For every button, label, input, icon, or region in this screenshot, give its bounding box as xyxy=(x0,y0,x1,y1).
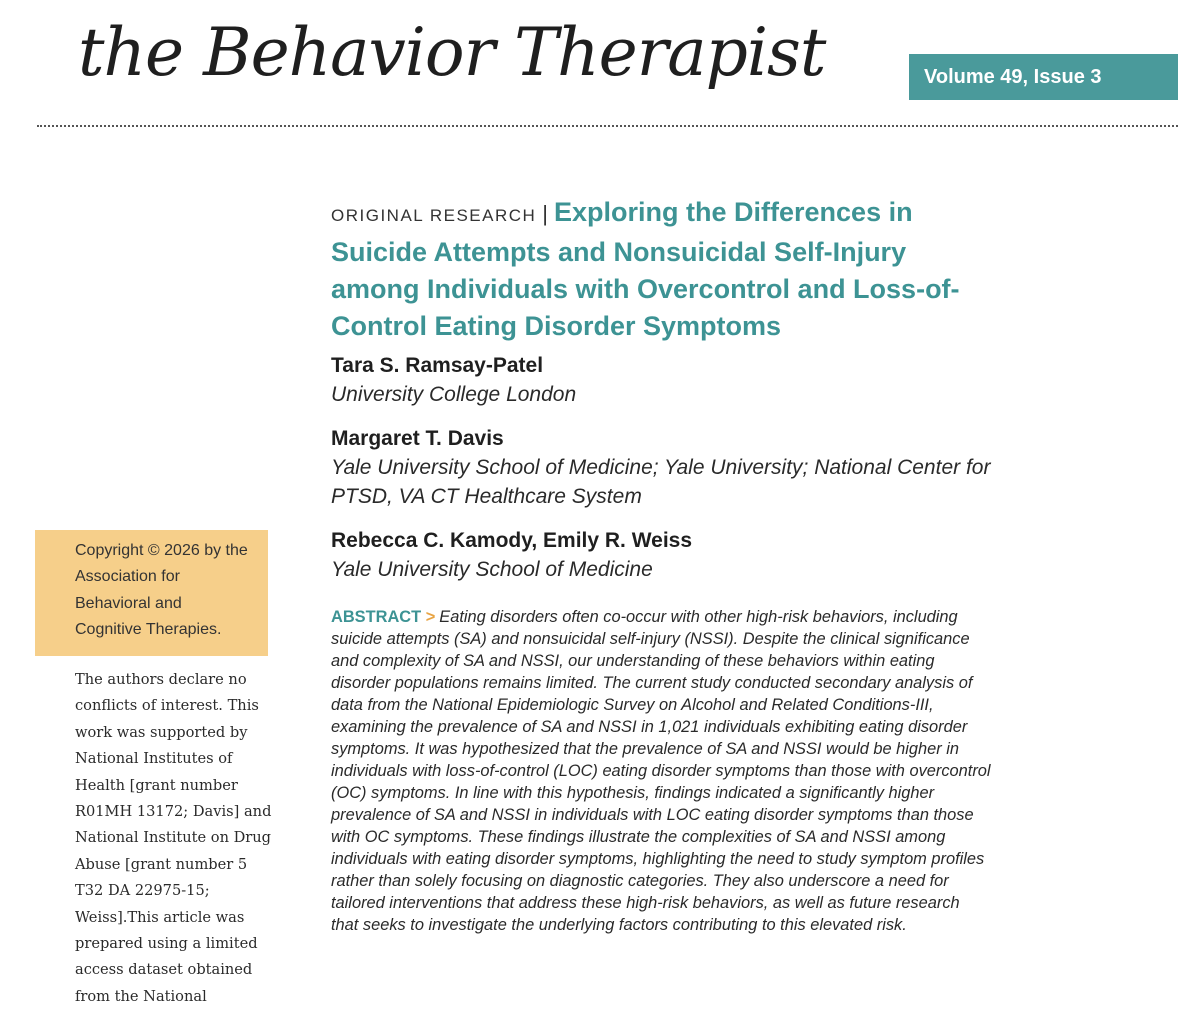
author-affiliation: Yale University School of Medicine xyxy=(331,558,653,581)
abstract-arrow-icon: > xyxy=(425,608,436,626)
abstract xyxy=(331,606,991,936)
journal-masthead: the Behavior Therapist xyxy=(78,14,826,91)
author-name: Margaret T. Davis xyxy=(331,427,504,450)
header-divider xyxy=(37,125,1178,127)
author-affiliation: Yale University School of Medicine; Yale University; National Center for PTSD, VA CT Healthcare System xyxy=(331,456,991,508)
copyright-box: Copyright © 2026 by the Association for Behavioral and Cognitive Therapies. xyxy=(35,530,268,656)
funding-disclosure-note: The authors declare no conflicts of interest. This work was supported by National Institutes of Health [grant number R01MH 13172; Davis] and National Institute on Drug Abuse [grant number 5 T32 DA 22975-15; Weiss].This article was prepared using a limited access dataset obtained from the National xyxy=(75,671,272,1005)
abstract-label: ABSTRACT xyxy=(331,608,422,626)
author-name: Tara S. Ramsay-Patel xyxy=(331,354,544,377)
author-block xyxy=(331,352,991,409)
author-name: Rebecca C. Kamody, Emily R. Weiss xyxy=(331,529,693,552)
author-affiliation: University College London xyxy=(331,383,577,406)
article-title: Exploring the Differences in Suicide Attempts and Nonsuicidal Self-Injury among Individuals with Overcontrol and Loss-of-Control Eating Disorder Symptoms xyxy=(331,197,960,341)
author-block xyxy=(331,527,991,584)
author-block xyxy=(331,425,991,511)
abstract-text: Eating disorders often co-occur with other high-risk behaviors, including suicide attempts (SA) and nonsuicidal self-injury (NSSI). Despite the clinical significance and complexity of SA and NSSI, our understanding of these behaviors within eating disorder populations remains limited. The current study conducted secondary analysis of data from the National Epidemiologic Survey on Alcohol and Related Conditions-III, examining the prevalence of SA and NSSI in 1,021 individuals exhibiting eating disorder symptoms. It was hypothesized that the prevalence of SA and NSSI would be higher in individuals with loss-of-control (LOC) eating disorder symptoms than those with overcontrol (OC) symptoms. In line with this hypothesis, findings indicated a significantly higher prevalence of SA and NSSI in individuals with LOC eating disorder symptoms than those with OC symptoms. These findings illustrate the complexities of SA and NSSI among individuals with eating disorder symptoms, highlighting the need to study symptom profiles rather than solely focusing on diagnostic categories. They also underscore a need for tailored interventions that address these high-risk behaviors, as well as future research that seeks to investigate the underlying factors contributing to this elevated risk. xyxy=(331,608,991,934)
section-label: ORIGINAL RESEARCH xyxy=(331,206,537,225)
article-heading xyxy=(331,194,991,345)
volume-issue-badge: Volume 49, Issue 3 xyxy=(909,54,1178,100)
section-separator: | xyxy=(542,201,549,226)
